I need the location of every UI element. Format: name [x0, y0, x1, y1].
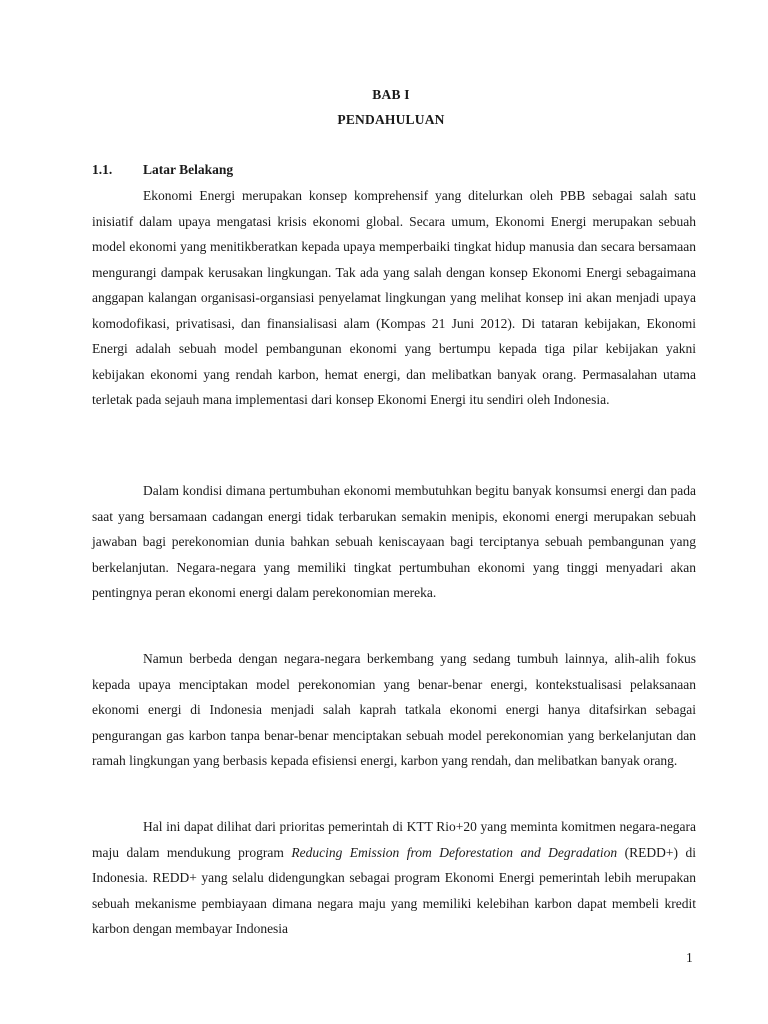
- chapter-number: BAB I: [372, 87, 410, 102]
- paragraph-text-segment: (REDD+) di Indonesia. REDD+ yang selalu didengungkan sebagai program Ekonomi Energi pemerintah lebih merupakan sebuah mekanisme pembiayaan dimana negara maju yang memiliki kelebihan karbon dapat membeli kredit karbon dengan membayar Indonesia: [92, 844, 696, 936]
- program-name-italic: Reducing Emission from Deforestation and Degradation: [291, 844, 618, 860]
- section-title: Latar Belakang: [143, 162, 234, 177]
- paragraph-text: Ekonomi Energi merupakan konsep komprehensif yang ditelurkan oleh PBB sebagai salah satu inisiatif dalam upaya mengatasi krisis ekonomi global. Secara umum, Ekonomi Energi merupakan sebuah model ekonomi yang menitikberatkan kepada upaya memperbaiki tingkat hidup manusia dan secara bersamaan mengurangi dampak kerusakan lingkungan. Tak ada yang salah dengan konsep Ekonomi Energi sebagaimana anggapan kalangan organisasi-organsiasi penyelamat lingkungan yang melihat konsep ini akan menjadi upaya komodofikasi, privatisasi, dan finansialisasi alam (Kompas 21 Juni 2012). Di tataran kebijakan, Ekonomi Energi adalah sebuah model pembangunan ekonomi yang bertumpu kepada tiga pilar kebijakan yakni kebijakan ekonomi yang rendah karbon, hemat energi, dan melibatkan banyak orang. Permasalahan utama terletak pada sejauh mana implementasi dari konsep Ekonomi Energi itu sendiri oleh Indonesia.: [92, 188, 696, 407]
- page-number: 1: [686, 950, 693, 965]
- chapter-title: PENDAHULUAN: [337, 112, 445, 127]
- paragraph-text: [92, 814, 696, 942]
- paragraph-4: [92, 814, 696, 942]
- paragraph-3: [92, 646, 696, 774]
- paragraph-text: Dalam kondisi dimana pertumbuhan ekonomi membutuhkan begitu banyak konsumsi energi dan pada saat yang bersamaan cadangan energi tidak terbarukan semakin menipis, ekonomi energi merupakan sebuah jawaban bagi perekonomian dunia bahkan sebuah keniscayaan bagi terciptanya sebuah pembangunan yang berkelanjutan. Negara-negara yang memiliki tingkat pertumbuhan ekonomi yang tinggi menyadari akan pentingnya peran ekonomi energi dalam perekonomian mereka.: [92, 483, 696, 600]
- paragraph-1: [92, 183, 696, 413]
- paragraph-text: Namun berbeda dengan negara-negara berkembang yang sedang tumbuh lainnya, alih-alih fokus kepada upaya menciptakan model perekonomian yang benar-benar energi, kontekstualisasi pelaksanaan ekonomi energi di Indonesia menjadi salah kaprah tatkala ekonomi energi hanya ditafsirkan sebagai pengurangan gas karbon tanpa benar-benar menciptakan sebuah model perekonomian yang berkelanjutan dan ramah lingkungan yang berbasis kepada efisiensi energi, karbon yang rendah, dan melibatkan banyak orang.: [92, 651, 696, 768]
- section-number: 1.1.: [92, 162, 113, 177]
- section-heading: [92, 162, 233, 178]
- paragraph-2: [92, 478, 696, 606]
- paragraph-text-segment: Hal ini dapat dilihat dari prioritas pemerintah di KTT Rio+20 yang meminta komitmen negara-negara maju dalam mendukung program: [92, 819, 696, 860]
